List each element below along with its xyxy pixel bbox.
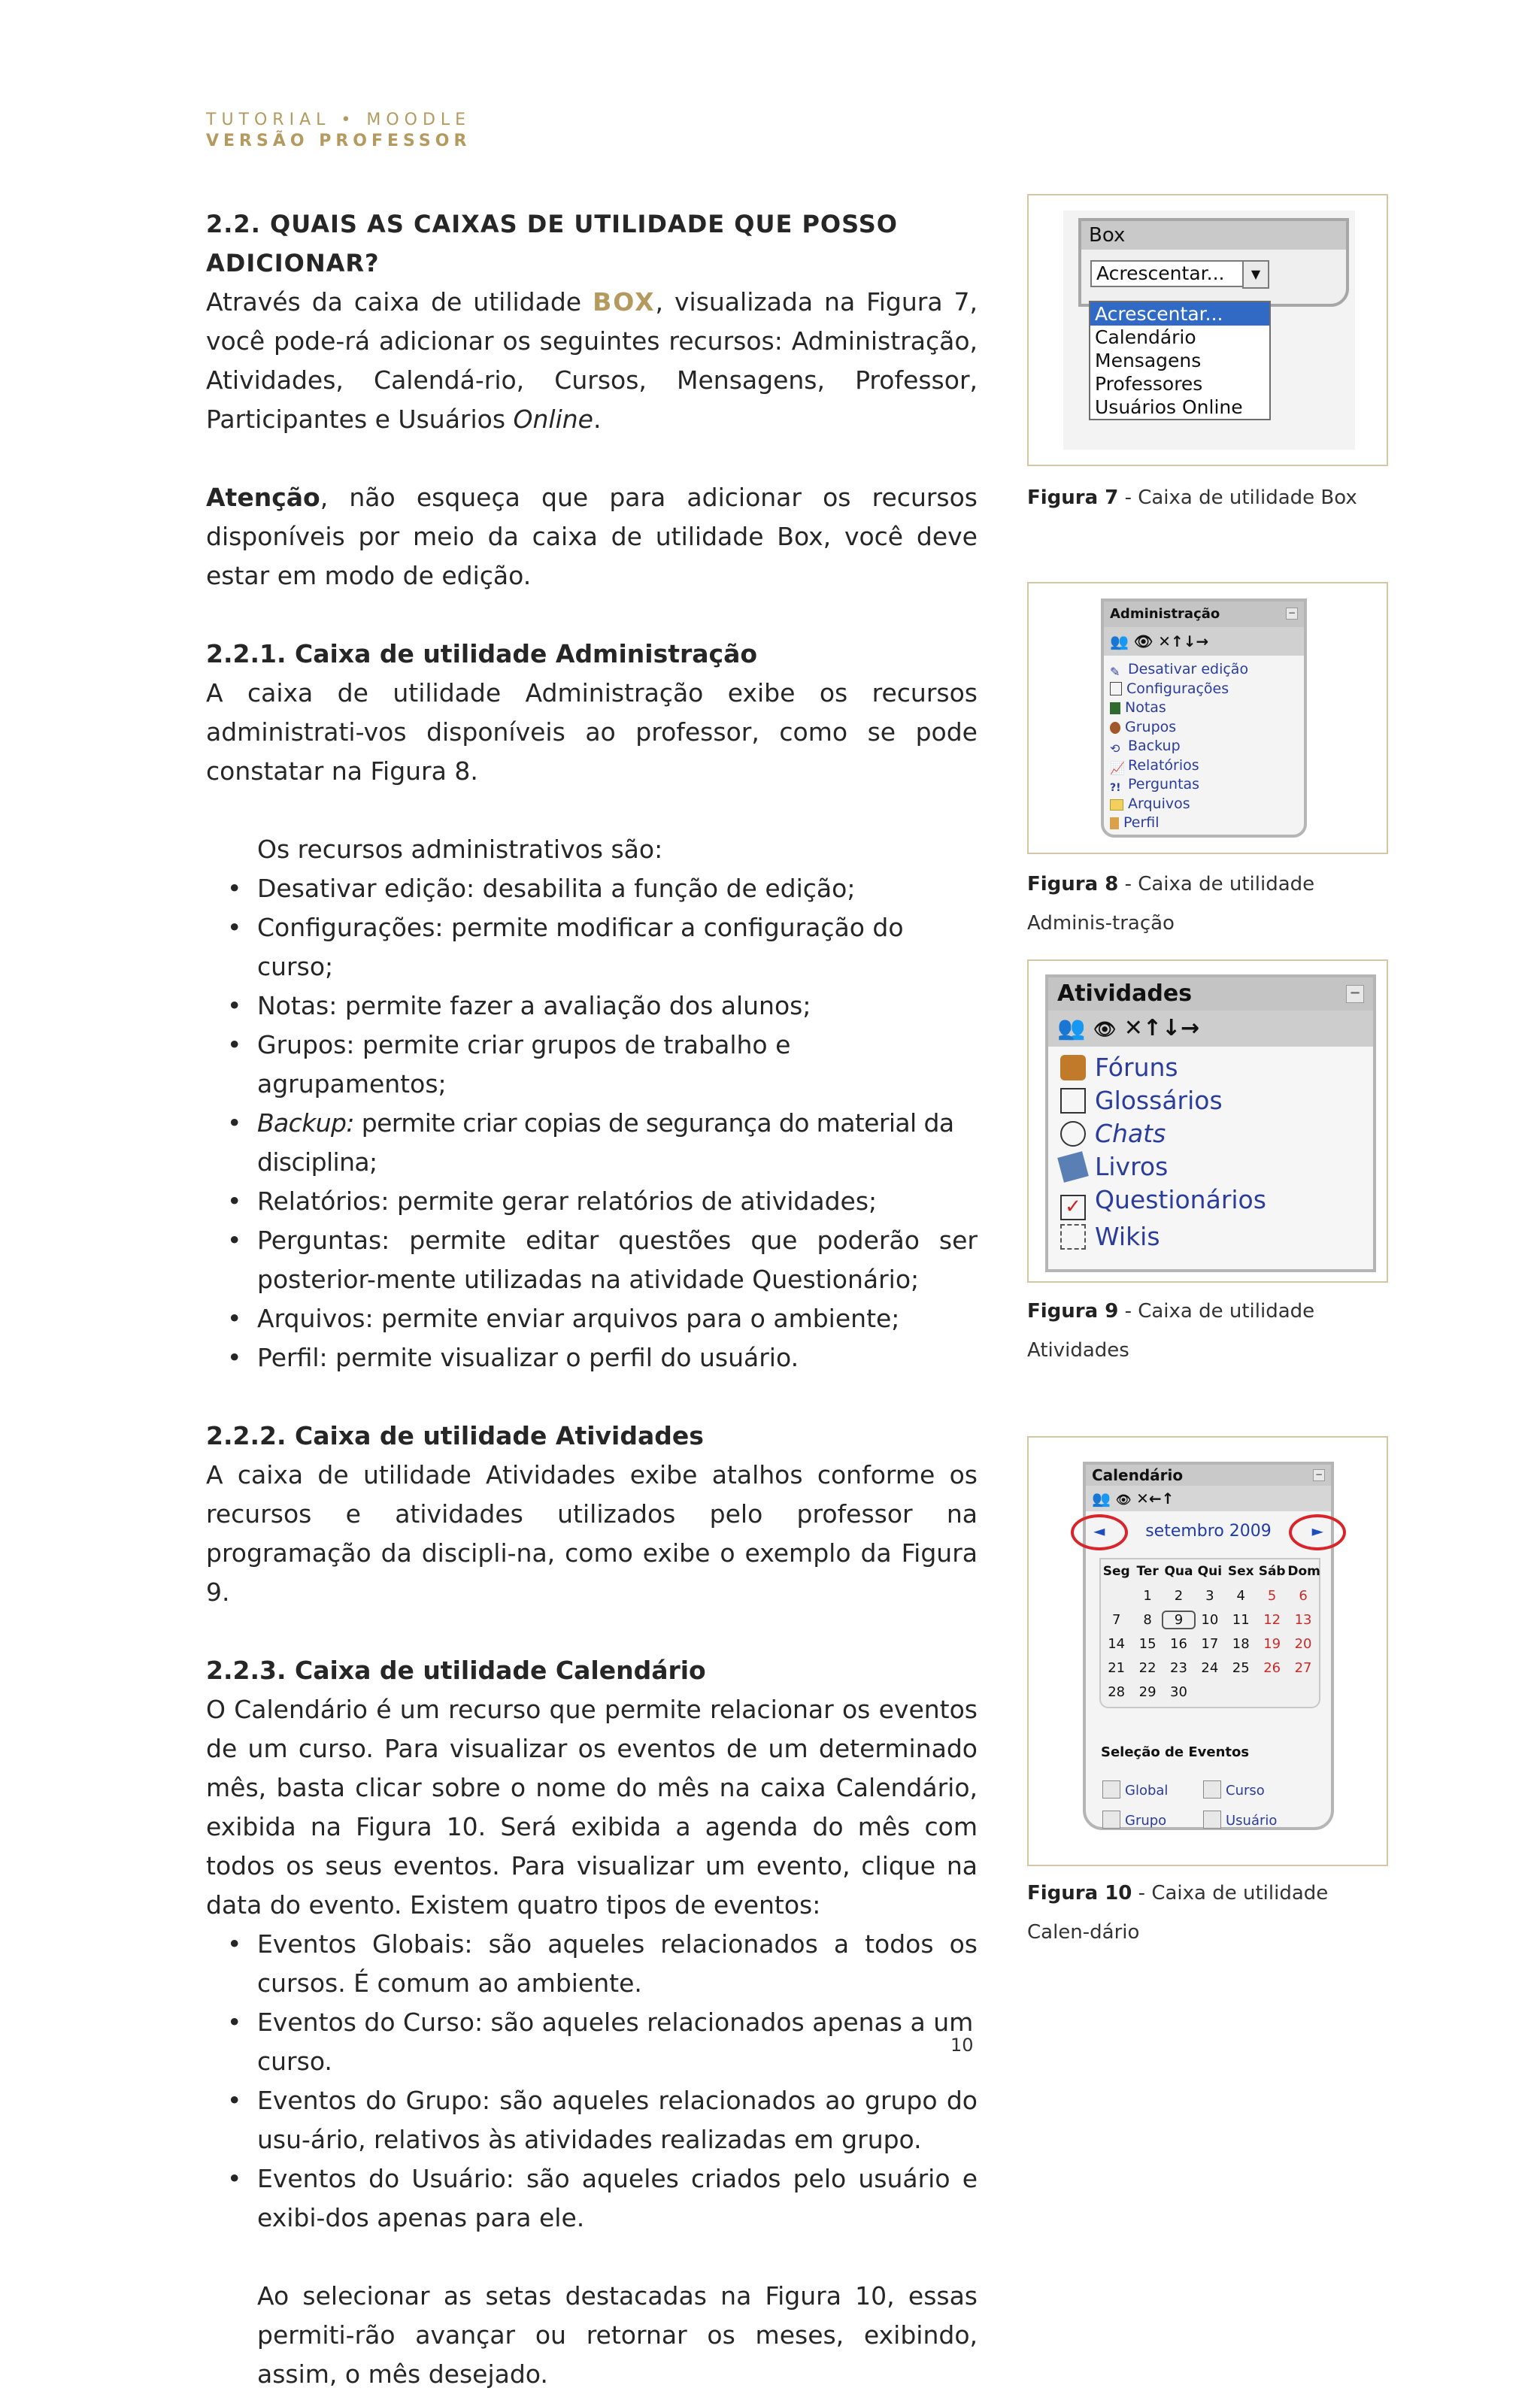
calendar-block: [1083, 1462, 1334, 1830]
add-block-options: [1089, 301, 1271, 420]
main-column: [206, 205, 978, 2394]
previous-month-arrow-icon[interactable]: ◄: [1093, 1522, 1105, 1540]
section-2-2-2-title: 2.2.2. Caixa de utilidade Atividades: [206, 1421, 704, 1450]
admin-link[interactable]: Perfil: [1104, 814, 1304, 833]
collapse-icon[interactable]: −: [1286, 608, 1298, 620]
admin-resource-list: [206, 869, 978, 1377]
event-filter-course[interactable]: Curso: [1203, 1780, 1265, 1799]
roles-icon[interactable]: 👥: [1110, 632, 1129, 650]
list-item: • Eventos do Curso: são aqueles relacionados apenas a um curso.: [206, 2003, 978, 2081]
eye-icon[interactable]: [1203, 1811, 1221, 1829]
activities-link-list: [1048, 1047, 1373, 1253]
figure-8-caption: Figura 8 - Caixa de utilidade Adminis-tração: [1027, 873, 1315, 935]
attention-paragraph: Atenção, não esqueça que para adicionar os recursos disponíveis por meio da caixa de utilidade Box, você deve estar em modo de edição.: [206, 483, 978, 590]
section-2-2-paragraph: Através da caixa de utilidade BOX, visualizada na Figura 7, você pode-rá adicionar os seguintes recursos: Administração, Atividades, Calendá-rio, Cursos, Mensagens, Professor, Participantes e Usuários Online.: [206, 287, 978, 434]
option-item[interactable]: Acrescentar...: [1090, 302, 1269, 326]
activity-link[interactable]: ✓ Questionários: [1048, 1183, 1373, 1220]
list-item: • Backup: permite criar copias de segurança do material da disciplina;: [206, 1104, 978, 1182]
activity-link[interactable]: Wikis: [1048, 1220, 1373, 1253]
chat-icon: [1060, 1121, 1086, 1147]
box-block: [1078, 218, 1349, 307]
page-number: 10: [950, 2035, 974, 2056]
eye-icon[interactable]: [1102, 1811, 1120, 1829]
eye-icon[interactable]: 👁: [1133, 632, 1153, 650]
event-selection-title: Seleção de Eventos: [1101, 1744, 1250, 1760]
option-item[interactable]: Mensagens: [1095, 350, 1202, 371]
admin-link-list: [1104, 656, 1304, 833]
month-navigation: [1086, 1511, 1331, 1553]
option-item[interactable]: Usuários Online: [1095, 396, 1243, 418]
figure-7: [1027, 194, 1388, 466]
quiz-icon: ✓: [1060, 1195, 1086, 1220]
questions-icon: ?!: [1110, 782, 1121, 794]
eye-icon[interactable]: 👁: [1115, 1492, 1132, 1507]
list-item: • Configurações: permite modificar a configuração do curso;: [206, 908, 978, 986]
weekday-header: Seg Ter Qua Qui Sex Sáb Dom: [1102, 1564, 1320, 1579]
list-item: • Eventos do Grupo: são aqueles relacionados ao grupo do usu-ário, relativos às atividades realizadas em grupo.: [206, 2081, 978, 2159]
collapse-icon[interactable]: −: [1346, 985, 1364, 1003]
option-item[interactable]: Calendário: [1095, 326, 1196, 348]
eye-icon[interactable]: 👁: [1093, 1019, 1117, 1040]
figure-7-caption: Figura 7 - Caixa de utilidade Box: [1027, 486, 1357, 509]
calendar-week: 14 15 16 17 18 19 20: [1108, 1635, 1312, 1652]
activities-block-title: Atividades −: [1048, 977, 1373, 1011]
section-2-2-1-title: 2.2.1. Caixa de utilidade Administração: [206, 639, 758, 668]
admin-list-intro: Os recursos administrativos são:: [257, 835, 663, 864]
backup-icon: ⟲: [1110, 741, 1120, 756]
list-item: • Perfil: permite visualizar o perfil do usuário.: [206, 1338, 978, 1377]
settings-icon: [1110, 682, 1122, 695]
list-item: • Arquivos: permite enviar arquivos para o ambiente;: [206, 1299, 978, 1338]
add-block-select[interactable]: Acrescentar... ▼: [1090, 260, 1269, 287]
collapse-icon[interactable]: −: [1313, 1469, 1325, 1481]
next-month-arrow-icon[interactable]: ►: [1311, 1522, 1323, 1540]
groups-icon: [1110, 722, 1120, 734]
running-header: [206, 110, 471, 152]
event-filter-user[interactable]: Usuário: [1203, 1811, 1277, 1829]
box-block-title: Box: [1081, 221, 1346, 250]
section-2-2-title: 2.2. QUAIS AS CAIXAS DE UTILIDADE QUE POSSO ADICIONAR?: [206, 210, 898, 277]
roles-icon[interactable]: 👥: [1057, 1015, 1086, 1041]
list-item: • Notas: permite fazer a avaliação dos alunos;: [206, 986, 978, 1026]
block-edit-tools: 👥 👁 ✕↑↓→: [1048, 1011, 1373, 1047]
admin-link[interactable]: ?! Perguntas: [1110, 776, 1200, 794]
event-types-list: [206, 1925, 978, 2238]
calendar-week: 7 8 9 10 11 12 13: [1111, 1611, 1312, 1628]
list-item: • Perguntas: permite editar questões que poderão ser posterior-mente utilizadas na atividade Questionário;: [206, 1221, 978, 1299]
grades-icon: [1110, 702, 1120, 714]
today-cell[interactable]: 9: [1163, 1612, 1194, 1628]
reports-icon: 📈: [1110, 760, 1125, 775]
section-2-2-1-text: A caixa de utilidade Administração exibe os recursos administrati-vos disponíveis ao professor, como se pode constatar na Figura 8.: [206, 678, 978, 786]
section-2-2-2-text: A caixa de utilidade Atividades exibe atalhos conforme os recursos e atividades utilizados pelo professor na programação da discipli-na, como exibe o exemplo da Figura 9.: [206, 1460, 978, 1607]
figure-10-caption: Figura 10 - Caixa de utilidade Calen-dário: [1027, 1882, 1329, 1944]
admin-link[interactable]: Arquivos: [1104, 795, 1304, 814]
admin-link[interactable]: ✎ Desativar edição: [1110, 661, 1249, 679]
admin-link[interactable]: Notas: [1104, 699, 1304, 718]
list-item: • Eventos do Usuário: são aqueles criados pelo usuário e exibi-dos apenas para ele.: [206, 2159, 978, 2238]
calendar-week: 28 29 30: [1108, 1683, 1187, 1700]
section-2-2-3-title: 2.2.3. Caixa de utilidade Calendário: [206, 1656, 706, 1685]
admin-block: [1101, 598, 1307, 838]
activity-link[interactable]: Livros: [1048, 1150, 1373, 1183]
edit-icon: ✎: [1110, 665, 1120, 679]
figure-9: [1027, 959, 1388, 1283]
block-edit-tools: 👥 👁 ✕←↑: [1086, 1486, 1331, 1511]
event-filter-group[interactable]: Grupo: [1102, 1811, 1166, 1829]
calendar-block-title: Calendário −: [1086, 1465, 1331, 1486]
figure-8: [1027, 582, 1388, 854]
activities-block: [1045, 974, 1376, 1272]
eye-icon[interactable]: [1203, 1780, 1221, 1799]
admin-link[interactable]: Grupos: [1104, 718, 1304, 738]
closing-paragraph: Ao selecionar as setas destacadas na Figura 10, essas permiti-rão avançar ou retornar os meses, exibindo, assim, o mês desejado.: [257, 2281, 978, 2389]
figure-9-caption: Figura 9 - Caixa de utilidade Atividades: [1027, 1300, 1315, 1362]
calendar-week: 21 22 23 24 25 26 27: [1108, 1659, 1312, 1676]
dropdown-arrow-icon[interactable]: ▼: [1242, 260, 1269, 289]
figure-10: [1027, 1436, 1388, 1866]
header-line-2: VERSÃO PROFESSOR: [206, 132, 471, 150]
event-filter-global[interactable]: Global: [1102, 1780, 1168, 1799]
activity-link[interactable]: Chats: [1048, 1117, 1373, 1150]
list-item: • Relatórios: permite gerar relatórios de atividades;: [206, 1182, 978, 1221]
section-2-2-3-text: O Calendário é um recurso que permite relacionar os eventos de um curso. Para visualizar os eventos de um determinado mês, basta clicar sobre o nome do mês na caixa Calendário, exibida na Figura 10. Será exibida a agenda do mês com todos os seus eventos. Para visualizar um evento, clique na data do evento. Existem quatro tipos de eventos:: [206, 1695, 978, 1920]
calendar-week: 1 2 3 4 5 6: [1143, 1587, 1308, 1604]
activity-link[interactable]: Glossários: [1048, 1084, 1373, 1117]
admin-block-title: Administração −: [1104, 602, 1304, 627]
roles-icon[interactable]: 👥: [1092, 1489, 1111, 1508]
forum-icon: [1060, 1055, 1086, 1080]
list-item: • Eventos Globais: são aqueles relacionados a todos os cursos. É comum ao ambiente.: [206, 1925, 978, 2003]
block-edit-tools: 👥 👁 ✕↑↓→: [1104, 627, 1304, 656]
list-item: • Desativar edição: desabilita a função de edição;: [206, 869, 978, 908]
figure-7-screenshot: [1063, 211, 1355, 450]
profile-icon: [1110, 817, 1119, 829]
glossary-icon: [1060, 1088, 1086, 1114]
admin-link[interactable]: 📈 Relatórios: [1110, 756, 1199, 775]
month-link[interactable]: setembro 2009: [1145, 1522, 1272, 1541]
wiki-icon: [1060, 1224, 1086, 1250]
admin-link[interactable]: ⟲ Backup: [1110, 738, 1181, 756]
eye-icon[interactable]: [1102, 1780, 1120, 1799]
option-item[interactable]: Professores: [1095, 373, 1203, 395]
book-icon: [1057, 1151, 1089, 1183]
list-item: • Grupos: permite criar grupos de trabalho e agrupamentos;: [206, 1026, 978, 1104]
box-keyword: BOX: [593, 287, 656, 317]
header-line-1: TUTORIAL • MOODLE: [206, 111, 471, 129]
calendar-grid: [1099, 1558, 1320, 1708]
activity-link[interactable]: Fóruns: [1048, 1051, 1373, 1084]
folder-icon: [1110, 799, 1123, 811]
admin-link[interactable]: Configurações: [1104, 680, 1304, 699]
